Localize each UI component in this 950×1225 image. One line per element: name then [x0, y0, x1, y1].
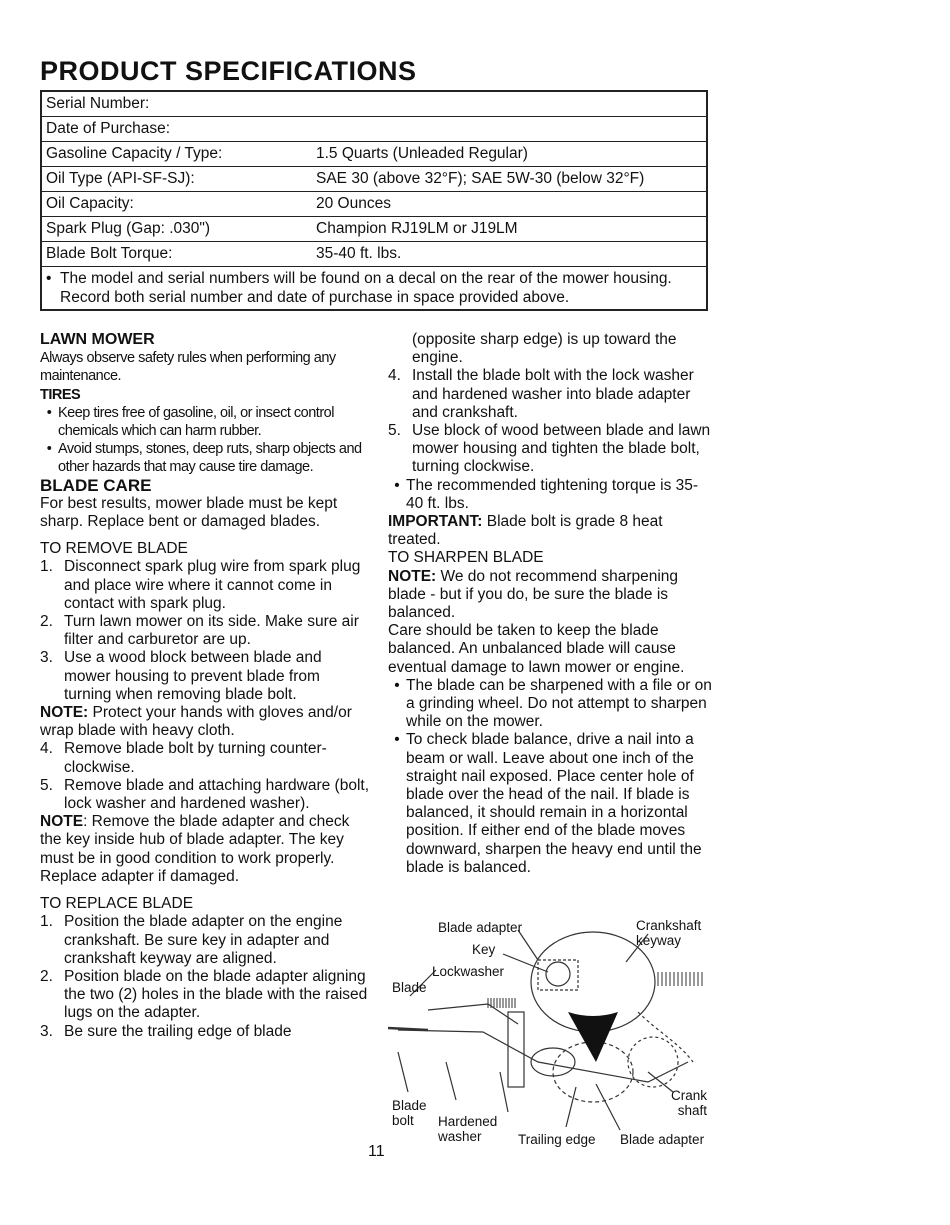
list-item: (opposite sharp edge) is up toward the engine.: [412, 331, 677, 367]
spec-value: [312, 117, 707, 142]
list-item: 1. Disconnect spark plug wire from spark plug and place wire where it cannot come in contact with spark plug.: [40, 558, 361, 612]
list-item: • The recommended tightening torque is 35-40 ft. lbs.: [394, 476, 699, 512]
spec-row: [41, 167, 707, 192]
spec-label: Oil Capacity:: [41, 192, 312, 217]
blade-assembly-diagram: [388, 912, 718, 1152]
replace-blade-heading: TO REPLACE BLADE: [40, 895, 194, 913]
label-blade-adapter-bottom: Blade adapter: [620, 1132, 705, 1147]
label-crankshaft-keyway: Crankshaft keyway: [636, 918, 702, 948]
spec-note: • The model and serial numbers will be found on a decal on the rear of the mower housing. Record both serial number and date of purchase in space provided above.: [41, 267, 707, 311]
spec-note-row: [41, 267, 707, 311]
page-number: 11: [368, 1143, 385, 1160]
remove-blade-heading: TO REMOVE BLADE: [40, 540, 188, 558]
spec-value: SAE 30 (above 32°F); SAE 5W-30 (below 32°F): [312, 167, 707, 192]
list-item: • To check blade balance, drive a nail into a beam or wall. Leave about one inch of the straight nail exposed. Place center hole of blade over the head of the nail. If blade is balanced, it should remain in a horizontal position. If either end of the blade moves downward, sharpen the heavy end until the blade is balanced.: [394, 731, 702, 876]
spec-label: Date of Purchase:: [41, 117, 312, 142]
spec-label: Oil Type (API-SF-SJ):: [41, 167, 312, 192]
spec-row: [41, 217, 707, 242]
blade-care-heading: BLADE CARE: [40, 475, 152, 495]
list-item: 3. Be sure the trailing edge of blade: [40, 1022, 292, 1040]
spec-value: [312, 91, 707, 117]
spec-label: Blade Bolt Torque:: [41, 242, 312, 267]
list-item: 3. Use a wood block between blade and mower housing to prevent blade from turning when removing blade bolt.: [40, 649, 322, 703]
list-item: • Keep tires free of gasoline, oil, or insect control chemicals which can harm rubber.: [46, 404, 334, 440]
label-trailing-edge: Trailing edge: [518, 1132, 596, 1147]
spec-row: [41, 192, 707, 217]
label-hardened-washer: Hardened washer: [438, 1114, 498, 1144]
label-lockwasher: Lockwasher: [432, 964, 505, 979]
list-item: 2. Turn lawn mower on its side. Make sure air filter and carburetor are up.: [40, 613, 359, 649]
spec-label: Serial Number:: [46, 95, 150, 112]
list-item: • The blade can be sharpened with a file or on a grinding wheel. Do not attempt to sharpen while on the mower.: [394, 676, 712, 731]
spec-row: [41, 91, 707, 117]
list-item: 4. Remove blade bolt by turning counter-clockwise.: [40, 740, 327, 776]
spec-row: [41, 142, 707, 167]
spec-value: 35-40 ft. lbs.: [312, 242, 707, 267]
label-blade-bolt: Blade bolt: [392, 1098, 427, 1128]
list-item: 5. Remove blade and attaching hardware (bolt, lock washer and hardened washer).: [40, 776, 370, 813]
list-item: 1. Position the blade adapter on the engine crankshaft. Be sure key in adapter and crankshaft keyway are aligned.: [40, 913, 343, 967]
lawn-mower-heading: LAWN MOWER: [40, 331, 155, 348]
tires-heading: TIRES: [40, 386, 81, 403]
right-column: [388, 331, 713, 877]
balance-care-text: Care should be taken to keep the blade balanced. An unbalanced blade will cause eventual damage to lawn mower or engine.: [388, 622, 685, 676]
specifications-table: [40, 90, 708, 311]
spec-row: [41, 242, 707, 267]
spec-label: Spark Plug (Gap: .030"): [41, 217, 312, 242]
list-item: 2. Position blade on the blade adapter aligning the two (2) holes in the blade with the raised lugs on the adapter.: [40, 967, 368, 1022]
list-item: 5. Use block of wood between blade and lawn mower housing and tighten the blade bolt, turning clockwise.: [388, 422, 711, 476]
label-blade: Blade: [392, 980, 427, 995]
spec-value: 1.5 Quarts (Unleaded Regular): [312, 142, 707, 167]
sharpen-blade-heading: TO SHARPEN BLADE: [388, 549, 544, 567]
list-item: • Avoid stumps, stones, deep ruts, sharp objects and other hazards that may cause tire damage.: [46, 441, 362, 476]
tires-list: [40, 404, 370, 477]
label-key: Key: [472, 942, 496, 957]
blade-care-text: For best results, mower blade must be kept sharp. Replace bent or damaged blades.: [40, 494, 338, 531]
note-gloves: NOTE: Protect your hands with gloves and/or wrap blade with heavy cloth.: [40, 704, 352, 740]
spec-value: 20 Ounces: [312, 192, 707, 217]
spec-value: Champion RJ19LM or J19LM: [312, 217, 707, 242]
spec-row: [41, 117, 707, 142]
left-column: [40, 331, 370, 1041]
label-blade-adapter-top: Blade adapter: [438, 920, 523, 935]
sharpen-note: NOTE: We do not recommend sharpening blade - but if you do, be sure the blade is balanced.: [388, 567, 679, 622]
important-note: IMPORTANT: Blade bolt is grade 8 heat treated.: [388, 513, 663, 549]
label-crank-shaft: Crank shaft: [671, 1088, 708, 1118]
page-title: PRODUCT SPECIFICATIONS: [40, 56, 417, 86]
spec-label: Gasoline Capacity / Type:: [41, 142, 312, 167]
lawn-mower-text: Always observe safety rules when performing any maintenance.: [40, 350, 336, 385]
note-adapter: NOTE: Remove the blade adapter and check the key inside hub of blade adapter. The key must be in good condition to work properly. Replace adapter if damaged.: [40, 813, 350, 885]
list-item: 4. Install the blade bolt with the lock washer and hardened washer into blade adapter and crankshaft.: [388, 367, 694, 421]
